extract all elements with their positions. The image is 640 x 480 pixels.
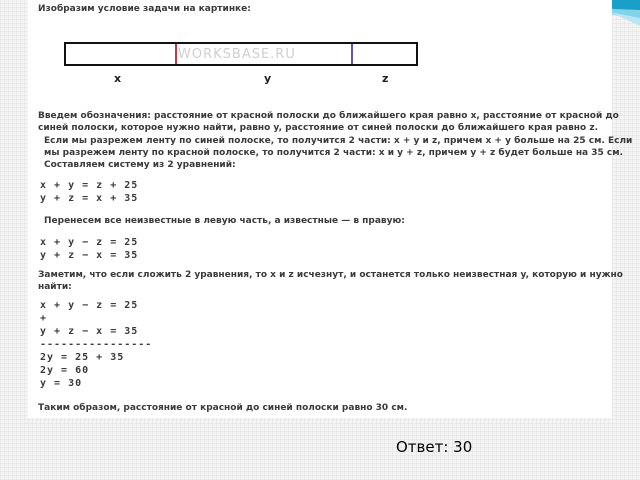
blue-stripe [351,44,353,64]
sum-line: x + y − z = 25 [40,300,139,311]
ribbon-diagram [64,42,418,66]
system2-eq: y + z − x = 35 [40,250,139,261]
note-line: найти: [38,282,72,292]
red-stripe [175,44,177,64]
sum-line: y = 30 [40,378,83,389]
notation-line: синей полоски, которое нужно найти, равно y, расстояние от синей полоски до ближайшего края равно z. [38,123,598,133]
system1-eq: y + z = x + 35 [40,193,139,204]
cut-line: Если мы разрежем ленту по синей полоске, то получится 2 части: x + y и z, причем x + y больше на 25 см. Если [44,136,633,146]
segment-label-x: x [114,72,122,85]
cut-line: Составляем систему из 2 уравнений: [44,160,236,170]
sum-line: y + z − x = 35 [40,326,139,337]
segment-label-z: z [382,72,389,85]
move-text: Перенесем все неизвестные в левую часть, а известные — в правую: [44,216,405,226]
conclusion-text: Таким образом, расстояние от красной до синей полоски равно 30 см. [38,403,408,413]
sum-line: + [40,313,48,324]
sum-line: 2y = 25 + 35 [40,352,125,363]
cut-line: мы разрежем ленту по красной полоске, то получится 2 части: x и y + z, причем y + z будет больше на 35 см. [44,148,624,158]
header-text: Изобразим условие задачи на картинке: [38,4,251,14]
watermark: WORKSBASE.RU [178,47,296,62]
system2-eq: x + y − z = 25 [40,237,139,248]
note-line: Заметим, что если сложить 2 уравнения, то x и z исчезнут, и останется только неизвестная y, которую и нужно [38,270,623,280]
notation-line: Введем обозначения: расстояние от красной полоски до ближайшего края равно x, расстояние от красной до [38,111,619,121]
sum-line: ---------------- [40,339,153,350]
solution-image [38,0,633,413]
segment-label-y: y [264,72,272,85]
system1-eq: x + y = z + 25 [40,180,139,191]
answer-text: Ответ: 30 [396,438,473,456]
sum-line: 2y = 60 [40,365,90,376]
